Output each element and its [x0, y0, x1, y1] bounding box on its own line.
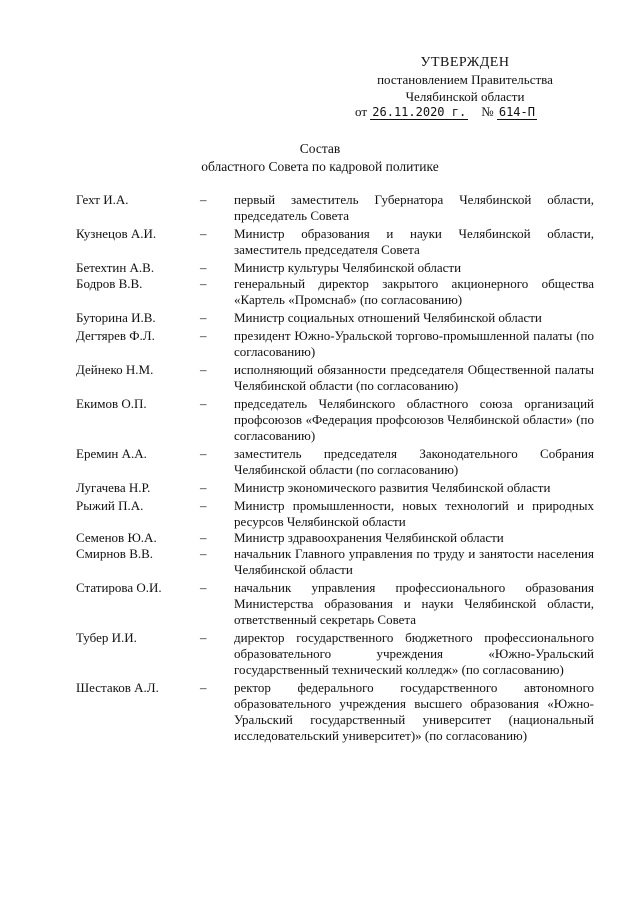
member-role: Министр образования и науки Челябинской области, заместитель председателя Совета	[234, 226, 594, 257]
member-role: первый заместитель Губернатора Челябинской области, председатель Совета	[234, 192, 594, 223]
member-row	[76, 630, 596, 678]
member-name: Лугачева Н.Р.	[76, 480, 151, 495]
member-dash: –	[200, 680, 207, 695]
member-role: Министр экономического развития Челябинской области	[234, 480, 551, 495]
member-dash: –	[200, 276, 207, 291]
member-name: Рыжий П.А.	[76, 498, 144, 513]
member-role: начальник управления профессионального образования Министерства образования и науки Челябинской области, ответственный секретарь Совета	[234, 580, 594, 627]
member-dash: –	[200, 362, 207, 377]
decree-date: 26.11.2020 г.	[372, 105, 467, 119]
member-dash: –	[200, 480, 207, 495]
member-role: председатель Челябинского областного союза организаций профсоюзов «Федерация профсоюзов Челябинской области» (по согласованию)	[234, 396, 594, 443]
member-dash: –	[200, 498, 207, 513]
member-name: Статирова О.И.	[76, 580, 162, 595]
member-dash: –	[200, 396, 207, 411]
member-name: Дегтярев Ф.Л.	[76, 328, 155, 343]
member-dash: –	[200, 192, 207, 207]
member-row	[76, 310, 596, 326]
member-row	[76, 530, 596, 546]
member-row	[76, 362, 596, 394]
member-dash: –	[200, 310, 207, 325]
member-dash: –	[200, 328, 207, 343]
member-role: Министр культуры Челябинской области	[234, 260, 462, 275]
member-name: Семенов Ю.А.	[76, 530, 157, 545]
member-name: Смирнов В.В.	[76, 546, 154, 561]
member-name: Буторина И.В.	[76, 310, 156, 325]
number-prefix: №	[481, 104, 494, 119]
member-row	[76, 446, 596, 478]
member-dash: –	[200, 630, 207, 645]
member-role: заместитель председателя Законодательного Собрания Челябинской области (по согласованию)	[234, 446, 594, 477]
title-line-2: областного Совета по кадровой политике	[201, 159, 439, 174]
member-name: Бетехтин А.В.	[76, 260, 155, 275]
member-dash: –	[200, 226, 207, 241]
member-role: президент Южно-Уральской торгово-промышленной палаты (по согласованию)	[234, 328, 594, 359]
member-row	[76, 546, 596, 578]
member-name: Шестаков А.Л.	[76, 680, 159, 695]
decree-number: 614-П	[498, 105, 535, 119]
approved-heading: УТВЕРЖДЕН	[420, 55, 510, 70]
member-dash: –	[200, 546, 207, 561]
member-name: Тубер И.И.	[76, 630, 137, 645]
decree-date-line	[355, 104, 537, 120]
approved-line-2: Челябинской области	[405, 89, 525, 104]
approval-stamp	[350, 54, 580, 105]
member-row	[76, 226, 596, 258]
member-dash: –	[200, 580, 207, 595]
member-dash: –	[200, 446, 207, 461]
member-role: генеральный директор закрытого акционерного общества «Картель «Промснаб» (по согласованию)	[234, 276, 594, 307]
member-name: Еремин А.А.	[76, 446, 147, 461]
member-role: ректор федерального государственного автономного образовательного учреждения высшего образования «Южно-Уральский государственный университет (национальный исследовательский университет)» (по согласованию)	[234, 680, 594, 743]
member-row	[76, 680, 596, 744]
date-prefix: от	[355, 104, 368, 119]
members-list	[76, 192, 596, 746]
document-title	[0, 140, 640, 176]
member-row	[76, 396, 596, 444]
member-name: Кузнецов А.И.	[76, 226, 157, 241]
member-name: Екимов О.П.	[76, 396, 147, 411]
member-name: Гехт И.А.	[76, 192, 129, 207]
member-row	[76, 498, 596, 530]
title-line-1: Состав	[299, 141, 341, 156]
member-role: исполняющий обязанности председателя Общественной палаты Челябинской области (по согласованию)	[234, 362, 594, 393]
approved-line-1: постановлением Правительства	[377, 72, 553, 87]
member-role: Министр социальных отношений Челябинской области	[234, 310, 542, 325]
member-role: Министр здравоохранения Челябинской области	[234, 530, 504, 545]
member-row	[76, 260, 596, 276]
member-row	[76, 276, 596, 308]
member-dash: –	[200, 530, 207, 545]
member-row	[76, 480, 596, 496]
member-dash: –	[200, 260, 207, 275]
member-row	[76, 328, 596, 360]
member-row	[76, 580, 596, 628]
member-row	[76, 192, 596, 224]
member-role: директор государственного бюджетного профессионального образовательного учреждения «Южно-Уральский государственный технический колледж» (по согласованию)	[234, 630, 594, 677]
member-name: Дейнеко Н.М.	[76, 362, 154, 377]
member-name: Бодров В.В.	[76, 276, 143, 291]
member-role: Министр промышленности, новых технологий и природных ресурсов Челябинской области	[234, 498, 594, 529]
member-role: начальник Главного управления по труду и занятости населения Челябинской области	[234, 546, 594, 577]
